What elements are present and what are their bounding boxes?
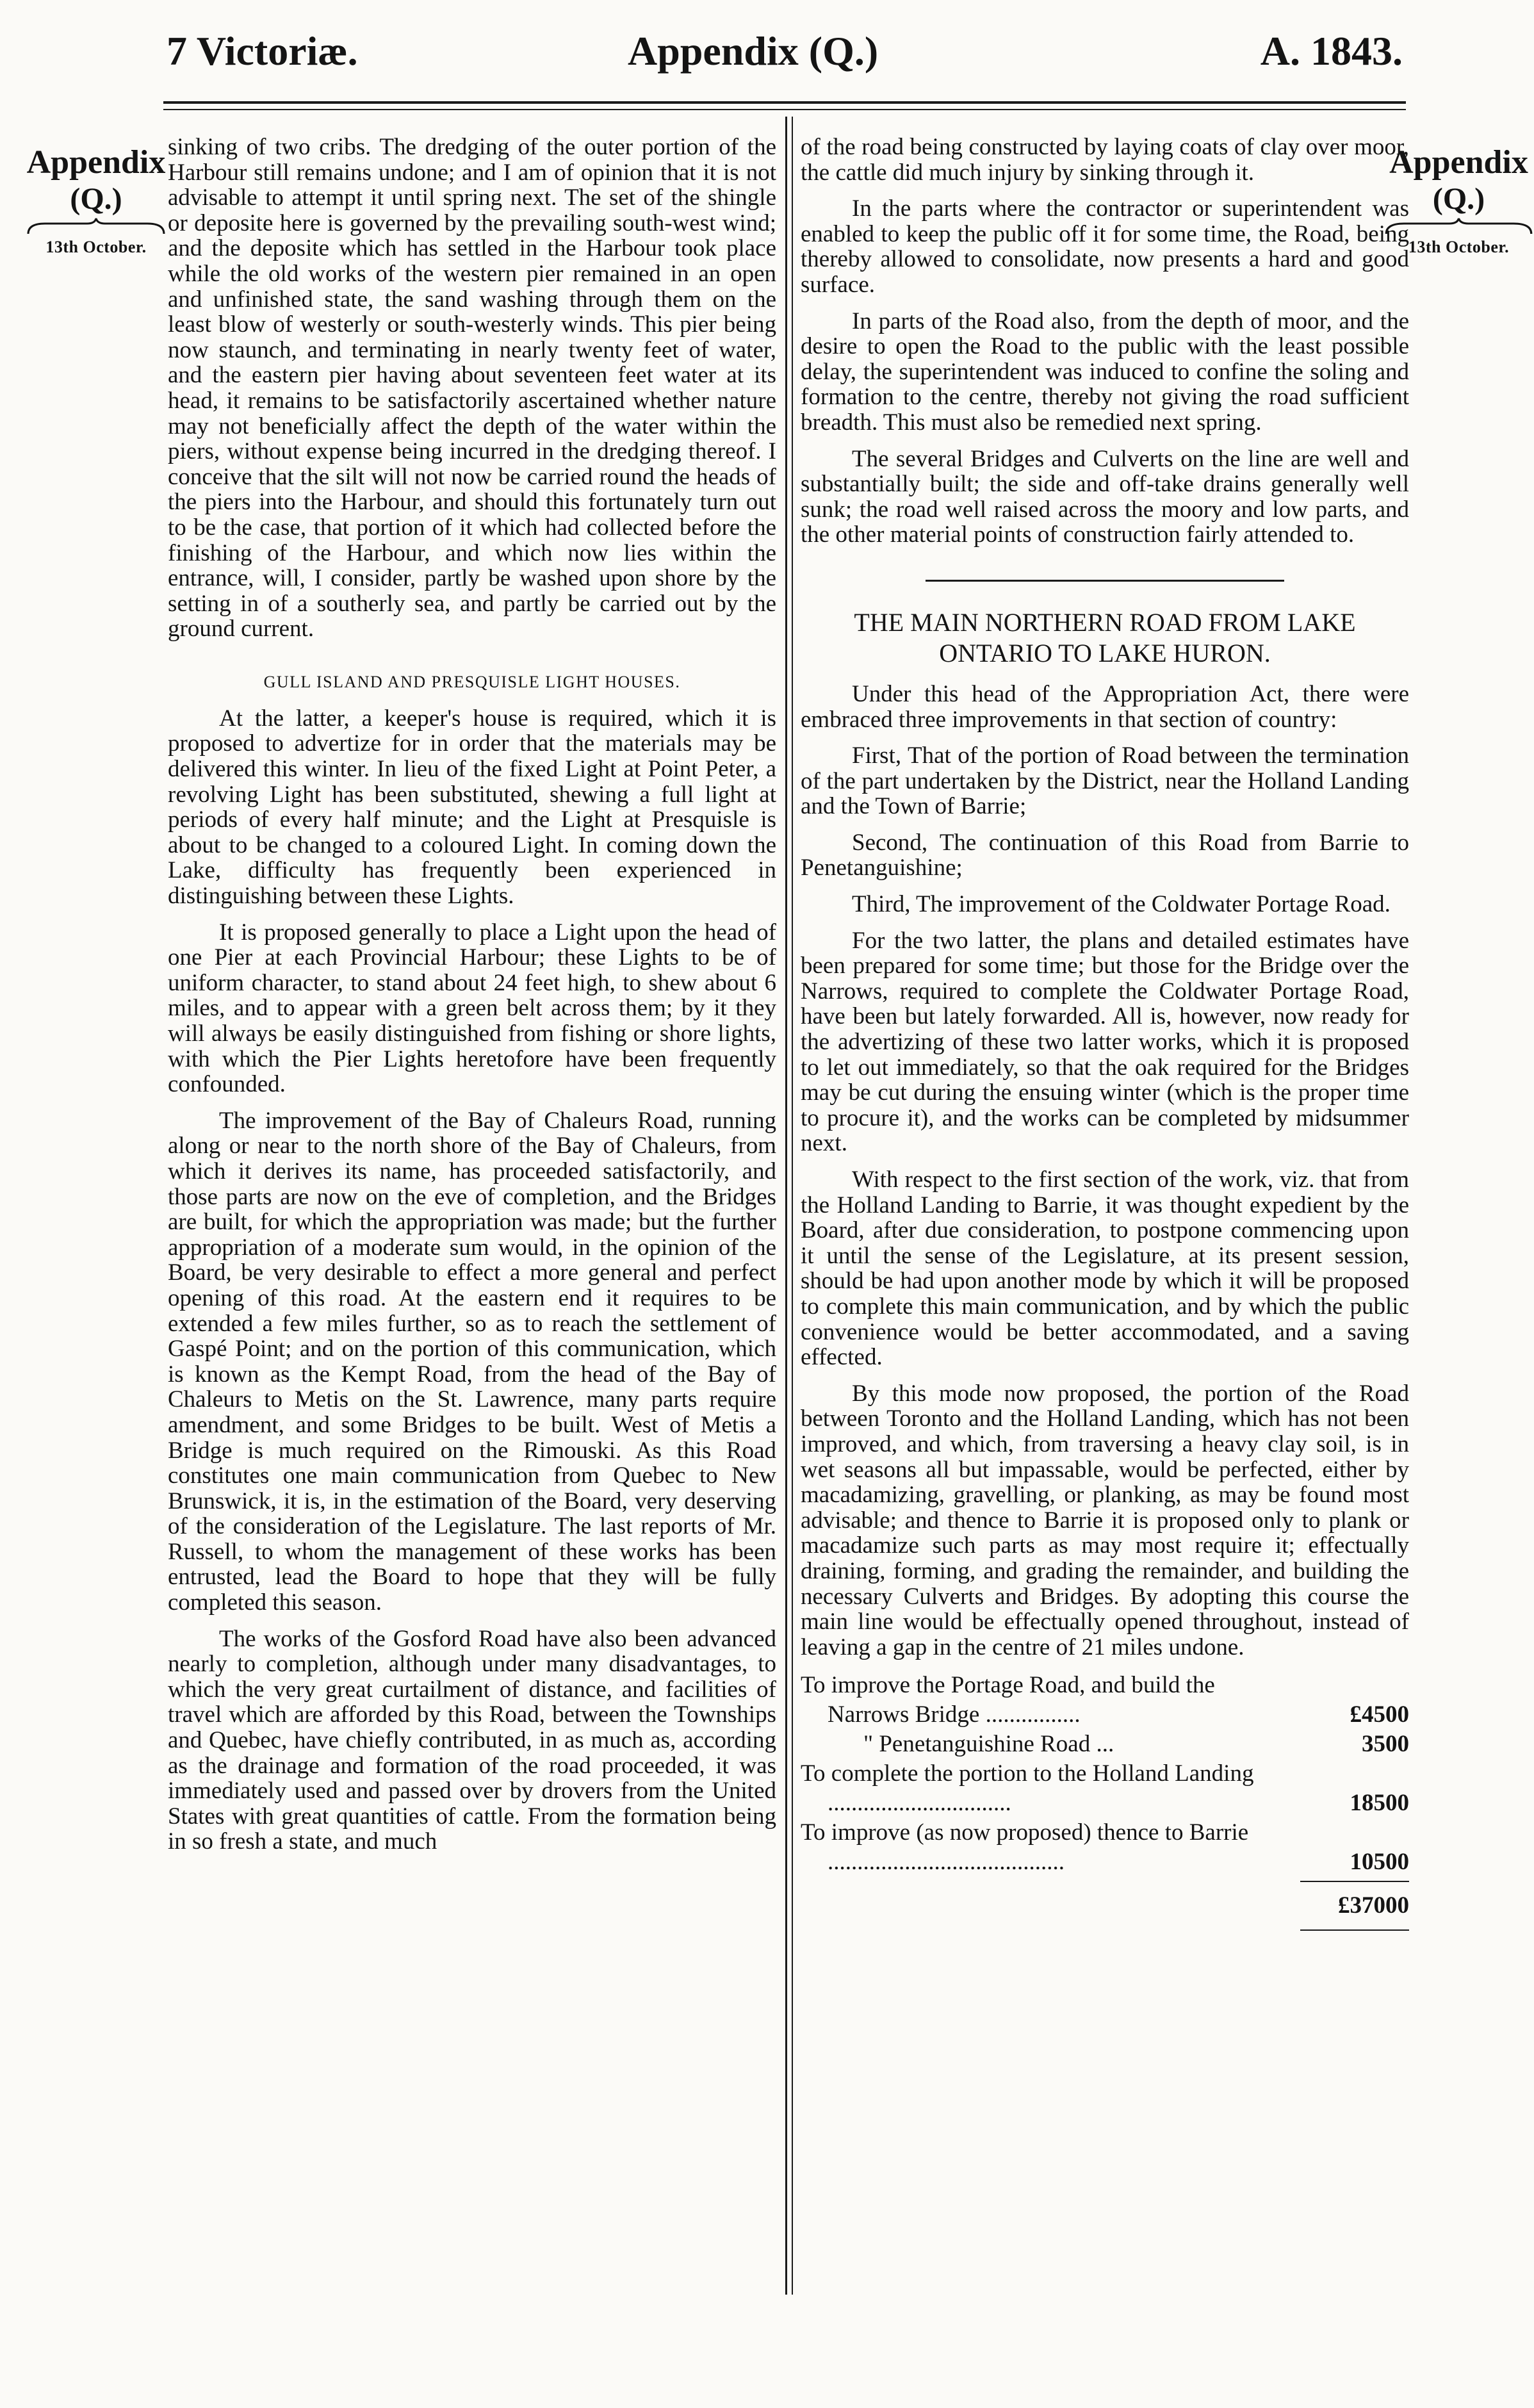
header-rule-thin: [163, 109, 1406, 110]
cost-amount: £4500: [1350, 1701, 1409, 1728]
cost-row: [801, 1759, 1409, 1818]
cost-description: To complete the portion to the Holland Landing ...............................: [801, 1760, 1254, 1817]
page-header: [167, 26, 1403, 77]
cost-amount: 18500: [1350, 1790, 1409, 1817]
paragraph: For the two latter, the plans and detailed estimates have been prepared for some time; but those for the Bridge over the Narrows, required to complete the Coldwater Portage Road, have been but lately forwarded. All is, however, now ready for the advertizing of these two latter works, which it is proposed to let out immediately, so that the oak required for the Bridges may be cut during the ensuing winter (which is the proper time to procure it), and the works can be completed by midsummer next.: [801, 927, 1409, 1157]
cost-total: £37000: [1300, 1881, 1409, 1921]
header-session: 7 Victoriæ.: [167, 28, 358, 74]
cost-total-row: [801, 1881, 1409, 1921]
paragraph: In the parts where the contractor or superintendent was enabled to keep the public off it for some time, the Road, being thereby allowed to consolidate, now presents a hard and good surface.: [801, 195, 1409, 298]
header-rule-thick: [163, 101, 1406, 104]
margin-appendix-label: Appendix: [26, 144, 166, 181]
cost-row: [801, 1671, 1409, 1730]
header-year: A. 1843.: [1260, 28, 1403, 74]
paragraph: Second, The continuation of this Road from Barrie to Penetanguishine;: [801, 829, 1409, 881]
section-subheading: GULL ISLAND AND PRESQUISLE LIGHT HOUSES.: [263, 672, 681, 691]
cost-row: [801, 1818, 1409, 1877]
paragraph: Third, The improvement of the Coldwater Portage Road.: [852, 891, 1391, 918]
cost-description: To improve the Portage Road, and build the Narrows Bridge ................: [801, 1672, 1215, 1728]
section-divider: [926, 580, 1284, 582]
paragraph: By this mode now proposed, the portion of the Road between Toronto and the Holland Landing, which has not been improved, and which, from traversing a heavy clay soil, is in wet seasons all but impassable, would be perfected, either by macadamizing, gravelling, or planking, as may be found most advisable; and thence to Barrie it is proposed only to plank or macadamize such parts as may most require it; effectually draining, forming, and grading the remainder, and building the necessary Culverts and Bridges. By adopting this course the main line would be effectually opened throughout, instead of leaving a gap in the centre of 21 miles undone.: [801, 1380, 1409, 1660]
margin-appendix-label: Appendix: [1389, 144, 1528, 181]
paragraph: At the latter, a keeper's house is required, which it is proposed to advertize for in order that the materials may be delivered this winter. In lieu of the fixed Light at Point Peter, a revolving Light has been substituted, shewing a full light at periods of every half minute; and the Light at Presquisle is about to be changed to a coloured Light. In coming down the Lake, difficulty has frequently been experienced in distinguishing between these Lights.: [168, 705, 776, 910]
column-divider: [792, 117, 793, 2295]
paragraph: The several Bridges and Culverts on the line are well and substantially built; the side and off-take drains generally well sunk; the road well raised across the moory and low parts, and the other material points of construction fairly attended to.: [801, 445, 1409, 548]
section-heading: THE MAIN NORTHERN ROAD FROM LAKE ONTARIO TO LAKE HURON.: [854, 607, 1356, 668]
margin-date: 13th October.: [45, 238, 147, 256]
header-appendix: Appendix (Q.): [628, 28, 879, 74]
paragraph: sinking of two cribs. The dredging of the outer portion of the Harbour still remains undone; and I am of opinion that it is not advisable to attempt it until spring next. The set of the shingle or deposite here is governed by the prevailing south-west wind; and the deposite which has settled in the Harbour took place while the old works of the western pier remained in an open and unfinished state, the sand washing through them on the least blow of westerly or south-westerly winds. This pier being now staunch, and terminating in nearly twenty feet of water, and the eastern pier having about seventeen feet water at its head, it remains to be satisfactorily ascertained whether nature may not beneficially affect the depth of the water within the piers, without expense being incurred in the dredging thereof. I conceive that the silt will not now be carried round the heads of the piers into the Harbour, and should this fortunately turn out to be the case, that portion of it which had collected before the finishing of the Harbour, and which now lies within the entrance, will, I consider, partly be washed upon shore by the setting in of a southerly sea, and partly be carried out by the ground current.: [168, 134, 776, 643]
cost-amount: 3500: [1362, 1731, 1409, 1758]
total-underline: [1300, 1929, 1409, 1931]
paragraph: First, That of the portion of Road between the termination of the part undertaken by the District, near the Holland Landing and the Town of Barrie;: [801, 742, 1409, 820]
cost-description: To improve (as now proposed) thence to Barrie ........................................: [801, 1819, 1249, 1876]
right-column: [801, 135, 1409, 1931]
paragraph: The works of the Gosford Road have also been advanced nearly to completion, although under many disadvantages, to which the very great curtailment of distance, and facilities of travel which are afforded by this Road, between the Townships and Quebec, have chiefly contributed, in as much as, according as the drainage and formation of the road proceeded, it was immediately used and passed over by drovers from the United States with great quantities of cattle. From the formation being in so fresh a state, and much: [168, 1625, 776, 1855]
margin-date: 13th October.: [1408, 238, 1510, 256]
paragraph: In parts of the Road also, from the depth of moor, and the desire to open the Road to the public with the least possible delay, the superintendent was induced to confine the soling and formation to the centre, thereby not giving the road sufficient breadth. This must also be remedied next spring.: [801, 307, 1409, 436]
margin-appendix-letter: (Q.): [70, 182, 122, 216]
cost-estimate-table: [801, 1671, 1409, 1931]
cost-description: " Penetanguishine Road ...: [863, 1731, 1114, 1758]
left-column: [168, 135, 776, 1865]
margin-note-left: [26, 144, 167, 258]
paragraph: With respect to the first section of the work, viz. that from the Holland Landing to Barrie, it was thought expedient by the Board, after due consideration, to postpone commencing upon it until the sense of the Legislature, at its present session, should be had upon another mode by which it will be proposed to complete this main communication, and by which the public convenience would be better accommodated, and a saving effected.: [801, 1167, 1409, 1371]
column-divider: [785, 117, 787, 2295]
paragraph: Under this head of the Appropriation Act, there were embraced three improvements in that section of country:: [801, 680, 1409, 733]
paragraph: The improvement of the Bay of Chaleurs Road, running along or near to the north shore of the Bay of Chaleurs, from which it derives its name, has proceeded satisfactorily, and those parts are now on the eve of completion, and the Bridges are built, for which the appropriation was made; but the further appropriation of a moderate sum would, in the opinion of the Board, be very desirable to effect a more general and perfect opening of this road. At the eastern end it requires to be extended a few miles further, so as to reach the settlement of Gaspé Point; and on the portion of this communication, which is known as the Kempt Road, from the head of the Bay of Chaleurs to Metis on the St. Lawrence, many parts require amendment, and some Bridges to be built. West of Metis a Bridge is much required on the Rimouski. As this Road constitutes one main communication from Quebec to New Brunswick, it is, in the estimation of the Board, very deserving of the consideration of the Legislature. The last reports of Mr. Russell, to whom the management of these works has been entrusted, lead the Board to hope that they will be fully completed this season.: [168, 1107, 776, 1616]
paragraph: of the road being constructed by laying coats of clay over moor, the cattle did much injury by sinking through it.: [801, 134, 1409, 186]
paragraph: It is proposed generally to place a Light upon the head of one Pier at each Provincial Harbour; these Lights to be of uniform character, to stand about 24 feet high, to shew about 6 miles, and to appear with a green belt across them; by it they will always be easily distinguished from fishing or shore lights, with which the Pier Lights heretofore have been frequently confounded.: [168, 919, 776, 1098]
margin-appendix-letter: (Q.): [1432, 182, 1485, 216]
cost-amount: 10500: [1350, 1849, 1409, 1876]
brace-icon: [26, 217, 167, 236]
cost-row: [801, 1730, 1409, 1759]
